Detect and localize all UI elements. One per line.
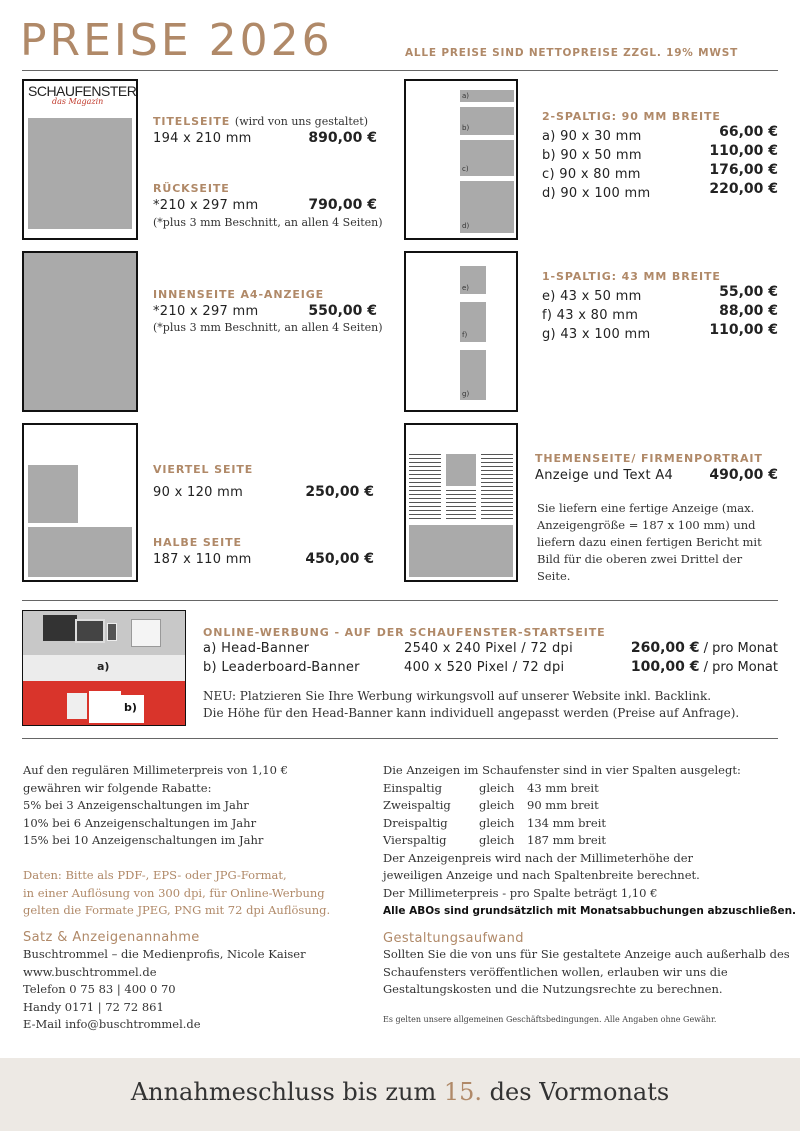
- viertel-size: 90 x 120 mm: [153, 485, 244, 500]
- text-line-mark: [446, 514, 476, 515]
- spalten-text: [383, 762, 741, 902]
- leaderboard-area: [23, 681, 185, 726]
- row-size: b) 90 x 50 mm: [542, 148, 642, 163]
- online-row-b-spec: 400 x 520 Pixel / 72 dpi: [404, 660, 565, 675]
- price-row: [542, 182, 778, 201]
- price-row: [542, 323, 778, 342]
- tag-f: f): [462, 331, 468, 339]
- spalten-eq: gleich: [479, 780, 515, 795]
- daten-text: [23, 867, 330, 920]
- footer-text: [0, 1078, 800, 1106]
- kontakt-title: Satz & Anzeigenannahme: [23, 930, 200, 945]
- text-line-mark: [481, 470, 513, 471]
- text-line-mark: [446, 490, 476, 491]
- online-row-a-spec: 2540 x 240 Pixel / 72 dpi: [404, 641, 573, 656]
- price-row: [542, 125, 778, 144]
- titelseite-price: 890,00 €: [308, 130, 377, 146]
- divider: [22, 738, 778, 739]
- device-laptop: [43, 615, 77, 641]
- device-phone: [107, 623, 117, 641]
- viertel-label: VIERTEL SEITE: [153, 463, 254, 476]
- text-line: gelten die Formate JPEG, PNG mit 72 dpi Auflösung.: [23, 903, 331, 917]
- einspaltig-rows: [542, 285, 778, 342]
- halbe-size: 187 x 110 mm: [153, 552, 252, 567]
- price-row: [542, 163, 778, 182]
- text-line: Der Millimeterpreis - pro Spalte beträgt 1,10 €: [383, 885, 658, 900]
- price-row: [542, 144, 778, 163]
- text-line-mark: [409, 506, 441, 507]
- text-line: in einer Auflösung von 300 dpi, für Online-Werbung: [23, 885, 325, 900]
- viertel-halbe-thumbnail: [22, 423, 138, 582]
- price-row: [542, 304, 778, 323]
- online-row-a-price: [560, 640, 778, 656]
- footer-before: Annahmeschluss bis zum: [130, 1078, 444, 1106]
- tag-b: b): [462, 124, 470, 132]
- row-price: 110,00 €: [709, 322, 778, 338]
- innenseite-thumbnail: [22, 251, 138, 412]
- text-line: 15% bei 10 Anzeigenschaltungen im Jahr: [23, 833, 264, 847]
- text-line-mark: [481, 494, 513, 495]
- text-line-mark: [409, 510, 441, 511]
- spalten-eq: gleich: [479, 833, 515, 847]
- text-line: Der Anzeigenpreis wird nach der Millimeterhöhe der: [383, 850, 694, 865]
- themenseite-thumbnail: [404, 423, 518, 582]
- text-line-mark: [481, 454, 513, 455]
- tag-online-b: b): [124, 701, 137, 714]
- text-line-mark: [409, 494, 441, 495]
- text-line-mark: [409, 482, 441, 483]
- text-line-mark: [409, 474, 441, 475]
- text-line-mark: [481, 474, 513, 475]
- text-line-mark: [481, 490, 513, 491]
- rueckseite-note: (*plus 3 mm Beschnitt, an allen 4 Seiten): [153, 216, 383, 229]
- divider: [22, 70, 778, 71]
- row-size: e) 43 x 50 mm: [542, 289, 642, 304]
- abo-note: Alle ABOs sind grundsätzlich mit Monatsabbuchungen abzuschließen.: [383, 905, 797, 917]
- text-line: Schaufensters veröffentlichen wollen, erlauben wir uns die: [383, 964, 728, 979]
- zweispaltig-label: 2-SPALTIG: 90 MM BREITE: [542, 110, 721, 123]
- text-line-mark: [481, 506, 513, 507]
- text-line-mark: [409, 462, 441, 463]
- device-notebook: [131, 619, 161, 647]
- themenseite-label: THEMENSEITE/ FIRMENPORTRAIT: [535, 452, 763, 465]
- text-line-mark: [446, 502, 476, 503]
- kontakt-text: [23, 946, 306, 1034]
- text-line: Daten: Bitte als PDF-, EPS- oder JPG-Format,: [23, 868, 287, 882]
- spalten-val: 43 mm breit: [527, 780, 599, 795]
- online-label: ONLINE-WERBUNG - AUF DER SCHAUFENSTER-STARTSEITE: [203, 626, 606, 639]
- price-value: 260,00 €: [630, 640, 700, 656]
- agb-note: Es gelten unsere allgemeinen Geschäftsbedingungen. Alle Angaben ohne Gewähr.: [383, 1015, 717, 1024]
- text-line: jeweiligen Anzeige und nach Spaltenbreite berechnet.: [383, 868, 700, 882]
- viertel-price: 250,00 €: [305, 484, 374, 500]
- online-row-b-name: b) Leaderboard-Banner: [203, 660, 360, 675]
- titelseite-ad-area: [28, 118, 132, 229]
- spalten-eq: gleich: [479, 798, 515, 812]
- text-line-mark: [481, 458, 513, 459]
- online-note-2: Die Höhe für den Head-Banner kann individuell angepasst werden (Preise auf Anfrage).: [203, 706, 740, 720]
- online-row-a-name: a) Head-Banner: [203, 641, 310, 656]
- tag-e: e): [462, 284, 470, 292]
- info-card: [89, 691, 121, 723]
- spalten-name: Vierspaltig: [383, 833, 447, 847]
- text-line-mark: [409, 518, 441, 519]
- price-value: 100,00 €: [630, 659, 700, 675]
- titelseite-label-note: (wird von uns gestaltet): [234, 115, 368, 128]
- text-line: gewähren wir folgende Rabatte:: [23, 780, 212, 795]
- row-price: 55,00 €: [719, 284, 778, 300]
- text-line-mark: [446, 518, 476, 519]
- row-price: 110,00 €: [709, 143, 778, 159]
- magazine-logo: SCHAUFENSTER: [28, 83, 137, 99]
- text-line-mark: [409, 486, 441, 487]
- halbe-label: HALBE SEITE: [153, 536, 242, 549]
- text-line-mark: [481, 502, 513, 503]
- text-line-mark: [409, 470, 441, 471]
- einspaltig-thumbnail: [404, 251, 518, 412]
- text-line-mark: [446, 494, 476, 495]
- themen-image: [446, 454, 476, 486]
- text-line-mark: [446, 506, 476, 507]
- innenseite-price: 550,00 €: [308, 303, 377, 319]
- price-row: [542, 285, 778, 304]
- divider: [22, 600, 778, 601]
- text-line-mark: [409, 478, 441, 479]
- text-line: Auf den regulären Millimeterpreis von 1,10 €: [23, 763, 288, 777]
- themenseite-text: Sie liefern eine fertige Anzeige (max. Anzeigengröße = 187 x 100 mm) und liefern dazu einen fertigen Bericht mit Bild für die oberen zwei Drittel der Seite.: [537, 501, 762, 583]
- spalten-eq: gleich: [479, 815, 515, 830]
- text-line-mark: [481, 462, 513, 463]
- text-line: 5% bei 3 Anzeigenschaltungen im Jahr: [23, 798, 249, 812]
- price-period: / pro Monat: [699, 641, 778, 656]
- magazine-preview: [67, 693, 87, 719]
- text-line-mark: [409, 458, 441, 459]
- page-title: PREISE 2026: [20, 15, 333, 66]
- spalten-name: Einspaltig: [383, 780, 442, 795]
- gestaltung-text: [383, 946, 790, 999]
- spalten-name: Zweispaltig: [383, 798, 451, 812]
- text-line-mark: [446, 510, 476, 511]
- row-size: a) 90 x 30 mm: [542, 129, 642, 144]
- rueckseite-price: 790,00 €: [308, 197, 377, 213]
- spalten-val: 187 mm breit: [527, 833, 607, 847]
- spalten-row: [383, 780, 741, 798]
- text-line-mark: [481, 486, 513, 487]
- contact-email[interactable]: E-Mail info@buschtrommel.de: [23, 1017, 201, 1031]
- text-line: Die Anzeigen im Schaufenster sind in vier Spalten ausgelegt:: [383, 763, 741, 777]
- vat-note: ALLE PREISE SIND NETTOPREISE ZZGL. 19% MWST: [405, 47, 739, 59]
- spalten-name: Dreispaltig: [383, 815, 448, 830]
- device-screen: [75, 619, 105, 643]
- contact-phone: Telefon 0 75 83 | 400 0 70: [23, 982, 176, 996]
- text-line-mark: [481, 466, 513, 467]
- spalten-row: [383, 832, 741, 850]
- head-banner-image: [23, 611, 185, 655]
- text-line-mark: [481, 482, 513, 483]
- themenseite-item: Anzeige und Text A4: [535, 468, 674, 483]
- row-size: f) 43 x 80 mm: [542, 308, 639, 323]
- titelseite-size: 194 x 210 mm: [153, 131, 252, 146]
- titelseite-label-text: TITELSEITE: [153, 115, 231, 128]
- text-line-mark: [409, 466, 441, 467]
- titelseite-label: [153, 115, 368, 128]
- text-line-mark: [481, 478, 513, 479]
- halbe-price: 450,00 €: [305, 551, 374, 567]
- tag-g: g): [462, 390, 470, 398]
- text-line-mark: [481, 514, 513, 515]
- themenseite-price: 490,00 €: [709, 467, 778, 483]
- themen-ad: [409, 525, 513, 577]
- spalten-row: [383, 815, 741, 833]
- viertel-box: [28, 465, 78, 523]
- rueckseite-label: RÜCKSEITE: [153, 182, 230, 195]
- online-note-1: NEU: Platzieren Sie Ihre Werbung wirkungsvoll auf unserer Website inkl. Backlink.: [203, 689, 712, 703]
- rueckseite-size: *210 x 297 mm: [153, 198, 259, 213]
- footer-highlight: 15.: [443, 1078, 483, 1106]
- einspaltig-label: 1-SPALTIG: 43 MM BREITE: [542, 270, 721, 283]
- tag-online-a: a): [97, 660, 110, 673]
- row-price: 66,00 €: [719, 124, 778, 140]
- footer-after: des Vormonats: [482, 1078, 670, 1106]
- tag-a: a): [462, 92, 470, 100]
- tag-d: d): [462, 222, 470, 230]
- halbe-box: [28, 527, 132, 577]
- price-period: / pro Monat: [699, 660, 778, 675]
- text-line-mark: [409, 514, 441, 515]
- text-line: Buschtrommel – die Medienprofis, Nicole Kaiser: [23, 947, 306, 961]
- titelseite-thumbnail: [22, 79, 138, 240]
- text-line: Sollten Sie die von uns für Sie gestaltete Anzeige auch außerhalb des: [383, 947, 790, 961]
- row-size: g) 43 x 100 mm: [542, 327, 651, 342]
- text-line: 10% bei 6 Anzeigenschaltungen im Jahr: [23, 815, 257, 830]
- row-size: d) 90 x 100 mm: [542, 186, 651, 201]
- online-thumbnail: [22, 610, 186, 726]
- text-line-mark: [446, 498, 476, 499]
- zweispaltig-thumbnail: [404, 79, 518, 240]
- online-row-b-price: [560, 659, 778, 675]
- row-size: c) 90 x 80 mm: [542, 167, 641, 182]
- row-price: 220,00 €: [709, 181, 778, 197]
- text-line-mark: [409, 454, 441, 455]
- text-line-mark: [481, 510, 513, 511]
- magazine-logo-sub: das Magazin: [52, 97, 104, 106]
- innenseite-note: (*plus 3 mm Beschnitt, an allen 4 Seiten): [153, 321, 383, 334]
- text-line-mark: [481, 498, 513, 499]
- text-line-mark: [409, 498, 441, 499]
- rabatte-text: [23, 762, 288, 850]
- text-line-mark: [409, 502, 441, 503]
- gestaltung-title: Gestaltungsaufwand: [383, 931, 524, 946]
- tag-c: c): [462, 165, 469, 173]
- innenseite-size: *210 x 297 mm: [153, 304, 259, 319]
- contact-website[interactable]: www.buschtrommel.de: [23, 964, 157, 979]
- text-line-mark: [481, 518, 513, 519]
- spalten-val: 90 mm breit: [527, 798, 599, 812]
- zweispaltig-rows: [542, 125, 778, 201]
- row-price: 88,00 €: [719, 303, 778, 319]
- spalten-row: [383, 797, 741, 815]
- row-price: 176,00 €: [709, 162, 778, 178]
- spalten-val: 134 mm breit: [527, 815, 607, 830]
- innenseite-label: INNENSEITE A4-ANZEIGE: [153, 288, 325, 301]
- text-line-mark: [409, 490, 441, 491]
- text-line: Gestaltungskosten und die Nutzungsrechte zu berechnen.: [383, 982, 723, 996]
- contact-mobile: Handy 0171 | 72 72 861: [23, 999, 164, 1014]
